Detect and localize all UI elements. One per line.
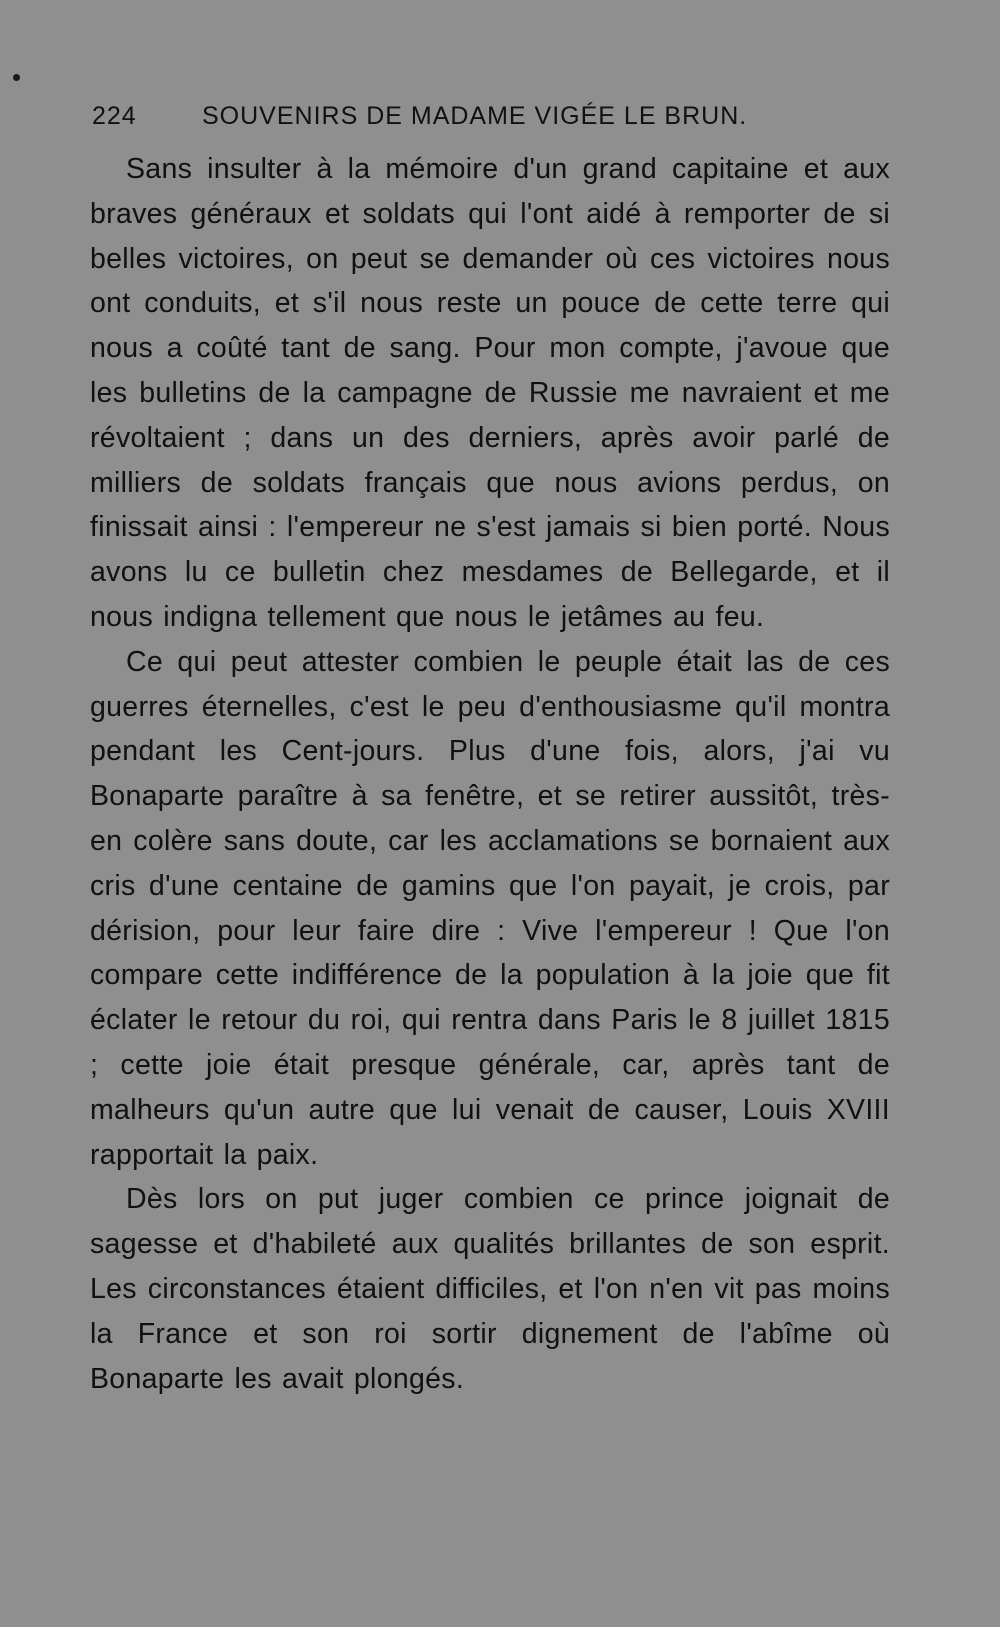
- running-header: [92, 96, 912, 136]
- paragraph-2: Ce qui peut attester combien le peuple était las de ces guerres éternelles, c'est le peu d'enthousiasme qu'il montra pendant les Cent-jours. Plus d'une fois, alors, j'ai vu Bonaparte paraître à sa fenêtre, et se retirer aussitôt, très-en colère sans doute, car les acclamations se bornaient aux cris d'une centaine de gamins que l'on payait, je crois, par dérision, pour leur faire dire : Vive l'empereur ! Que l'on compare cette indifférence de la population à la joie que fit éclater le retour du roi, qui rentra dans Paris le 8 juillet 1815 ; cette joie était presque générale, car, après tant de malheurs qu'un autre que lui venait de causer, Louis XVIII rapportait la paix.: [90, 645, 890, 1171]
- page-number: 224: [92, 102, 137, 130]
- body-text: [90, 147, 890, 1401]
- running-title: SOUVENIRS DE MADAME VIGÉE LE BRUN.: [202, 102, 748, 130]
- ink-speck: [13, 74, 20, 81]
- paragraph-1: Sans insulter à la mémoire d'un grand capitaine et aux braves généraux et soldats qui l'ont aidé à remporter de si belles victoires, on peut se demander où ces victoires nous ont conduits, et s'il nous reste un pouce de cette terre qui nous a coûté tant de sang. Pour mon compte, j'avoue que les bulletins de la campagne de Russie me navraient et me révoltaient ; dans un des derniers, après avoir parlé de milliers de soldats français que nous avions perdus, on finissait ainsi : l'empereur ne s'est jamais si bien porté. Nous avons lu ce bulletin chez mesdames de Bellegarde, et il nous indigna tellement que nous le jetâmes au feu.: [90, 153, 890, 633]
- paragraph-3: Dès lors on put juger combien ce prince joignait de sagesse et d'habileté aux qualités brillantes de son esprit. Les circonstances étaient difficiles, et l'on n'en vit pas moins la France et son roi sortir dignement de l'abîme où Bonaparte les avait plongés.: [90, 1183, 890, 1395]
